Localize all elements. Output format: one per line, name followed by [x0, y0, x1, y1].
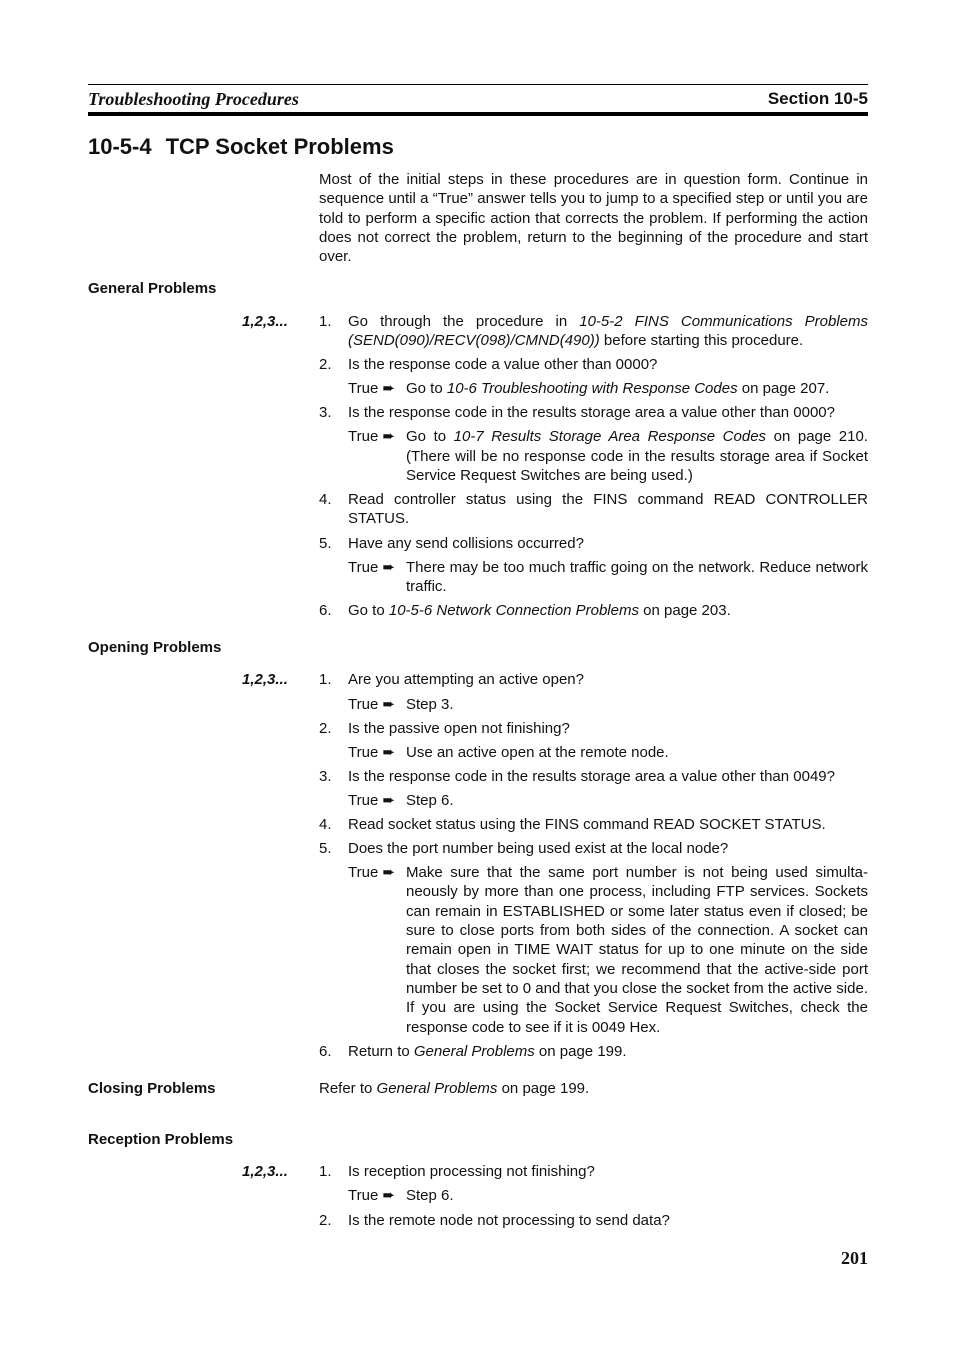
step-number: 4. — [319, 815, 332, 833]
true-action — [319, 379, 868, 398]
reference-link-text: 10-5-2 FINS Communications Problems (SEND(090)/RECV(098)/CMND(490)) — [348, 312, 869, 350]
list-item — [319, 1211, 868, 1230]
text-run: Is the response code a value other than 0000? — [348, 356, 658, 374]
list-item — [319, 670, 868, 689]
text-run: on page 210. (There will be no response code in the results storage area if Socket Service Request Switches are being used.) — [406, 428, 868, 485]
true-label — [348, 791, 395, 810]
reference-link-text: 10-5-6 Network Connection Problems — [388, 602, 639, 620]
list-item — [319, 601, 868, 620]
list-item — [319, 312, 868, 351]
text-run: Is the response code in the results storage area a value other than 0049? — [348, 767, 835, 785]
reception-problems-row — [88, 1162, 868, 1234]
true-label-text: True — [348, 380, 383, 398]
section-title-text: TCP Socket Problems — [165, 134, 394, 159]
true-label-text: True — [348, 558, 383, 576]
text-run: on page 199. — [497, 1079, 590, 1097]
step-number: 6. — [319, 602, 332, 620]
header-rule-bottom — [88, 112, 868, 116]
text-run: Step 3. — [406, 695, 454, 713]
arrow-right-icon: ➨ — [382, 791, 396, 809]
true-action — [319, 427, 868, 485]
text-run: Return to — [348, 1042, 414, 1060]
text-run: on page 207. — [737, 380, 830, 398]
reference-link-text: General Problems — [376, 1079, 498, 1097]
arrow-right-icon: ➨ — [382, 695, 396, 713]
text-run: Is reception processing not finishing? — [348, 1163, 595, 1181]
step-number: 2. — [319, 719, 332, 737]
text-run: on page 199. — [534, 1042, 627, 1060]
running-header-title: Troubleshooting Procedures — [88, 89, 299, 109]
text-run: Refer to — [319, 1079, 377, 1097]
text-run: Are you attempting an active open? — [348, 671, 584, 689]
true-label — [348, 427, 395, 446]
true-action — [319, 791, 868, 810]
text-run: Step 6. — [406, 791, 454, 809]
step-number: 1. — [319, 1163, 332, 1181]
text-run: Go to — [348, 602, 389, 620]
text-run: Make sure that the same port number is not being used simultaneously by more than one process, including FTP services. Sockets can remain in ESTABLISHED or some later status even if closed; be sure to close ports from both sides of the connection. A socket can remain open in TIME WAIT status for up to one minute on the side that closes the socket first; we recommend that the active-side port number be set to 0 and that you close the socket from the active side. If you are using the Socket Service Request Switches, check the response code to see if it is 0049 Hex. — [406, 864, 868, 1036]
text-run: Use an active open at the remote node. — [406, 743, 669, 761]
heading-general-problems: General Problems — [88, 280, 217, 298]
reference-link-text: 10-6 Troubleshooting with Response Codes — [446, 380, 738, 398]
header-rule-top — [88, 84, 868, 85]
list-item — [319, 534, 868, 553]
reception-problems-list — [319, 1162, 868, 1234]
list-item — [319, 490, 868, 529]
list-item — [319, 839, 868, 858]
closing-problems-text — [319, 1079, 868, 1098]
heading-closing-problems: Closing Problems — [88, 1079, 216, 1097]
true-action — [319, 863, 868, 1037]
list-item — [319, 1042, 868, 1061]
arrow-right-icon: ➨ — [382, 380, 396, 398]
step-number: 4. — [319, 491, 332, 509]
text-run: Go to — [406, 380, 447, 398]
arrow-right-icon: ➨ — [382, 428, 396, 446]
running-header-section: Section 10-5 — [767, 89, 868, 108]
section-number: 10-5-4 — [88, 134, 152, 159]
true-label-text: True — [348, 1187, 383, 1205]
list-item — [319, 403, 868, 422]
page-body — [88, 170, 868, 1235]
step-number: 6. — [319, 1042, 332, 1060]
text-run: Read controller status using the FINS command READ CONTROLLER STATUS. — [348, 491, 868, 528]
true-label-text: True — [348, 864, 383, 882]
step-number: 2. — [319, 356, 332, 374]
true-label — [348, 558, 395, 577]
text-run: Go to — [406, 428, 454, 446]
arrow-right-icon: ➨ — [382, 864, 396, 882]
step-marker: 1,2,3... — [242, 312, 288, 330]
text-run: Step 6. — [406, 1187, 454, 1205]
text-run: Have any send collisions occurred? — [348, 534, 584, 552]
marker-column — [88, 670, 319, 1065]
step-number: 2. — [319, 1211, 332, 1229]
step-number: 3. — [319, 767, 332, 785]
true-label-text: True — [348, 428, 383, 446]
marker-column — [88, 312, 319, 625]
general-problems-list — [319, 312, 868, 625]
list-item — [319, 767, 868, 786]
step-number: 1. — [319, 312, 332, 330]
true-label — [348, 743, 395, 762]
step-number: 5. — [319, 840, 332, 858]
heading-reception-problems: Reception Problems — [88, 1131, 234, 1149]
reference-link-text: 10-7 Results Storage Area Response Codes — [453, 428, 767, 446]
step-number: 5. — [319, 534, 332, 552]
true-label-text: True — [348, 695, 383, 713]
true-action — [319, 743, 868, 762]
text-run: There may be too much traffic going on the network. Reduce network traffic. — [406, 558, 868, 595]
true-label-text: True — [348, 743, 383, 761]
true-action — [319, 1186, 868, 1205]
opening-problems-list — [319, 670, 868, 1065]
arrow-right-icon: ➨ — [382, 1187, 396, 1205]
list-item — [319, 1162, 868, 1181]
true-label — [348, 863, 395, 882]
general-problems-row — [88, 312, 868, 625]
true-label — [348, 379, 395, 398]
step-marker: 1,2,3... — [242, 671, 288, 689]
closing-problems-row — [88, 1079, 868, 1098]
arrow-right-icon: ➨ — [382, 743, 396, 761]
text-run: before starting this procedure. — [599, 332, 804, 350]
true-action — [319, 695, 868, 714]
text-run: Does the port number being used exist at the local node? — [348, 840, 729, 858]
true-action — [319, 558, 868, 597]
reference-link-text: General Problems — [413, 1042, 535, 1060]
true-label — [348, 1186, 395, 1205]
marker-column — [88, 1162, 319, 1234]
step-number: 1. — [319, 671, 332, 689]
intro-paragraph: Most of the initial steps in these procedures are in question form. Continue in sequence until a “True” answer tells you to jump to a specified step or until you are told to perform a specific action that corrects the problem. If performing the action does not correct the problem, return to the beginning of the procedure and start over. — [319, 171, 868, 266]
list-item — [319, 815, 868, 834]
text-run: on page 203. — [638, 602, 731, 620]
text-run: Is the passive open not finishing? — [348, 719, 570, 737]
step-number: 3. — [319, 404, 332, 422]
text-run: Is the remote node not processing to send data? — [348, 1211, 670, 1229]
text-run: Go through the procedure in — [348, 312, 580, 330]
section-title — [88, 134, 394, 160]
text-run: Read socket status using the FINS command READ SOCKET STATUS. — [348, 815, 826, 833]
true-label — [348, 695, 395, 714]
arrow-right-icon: ➨ — [382, 558, 396, 576]
true-label-text: True — [348, 791, 383, 809]
opening-problems-row — [88, 670, 868, 1065]
heading-opening-problems: Opening Problems — [88, 639, 222, 657]
list-item — [319, 355, 868, 374]
text-run: Is the response code in the results storage area a value other than 0000? — [348, 404, 835, 422]
list-item — [319, 719, 868, 738]
step-marker: 1,2,3... — [242, 1163, 288, 1181]
page-number: 201 — [841, 1248, 868, 1268]
